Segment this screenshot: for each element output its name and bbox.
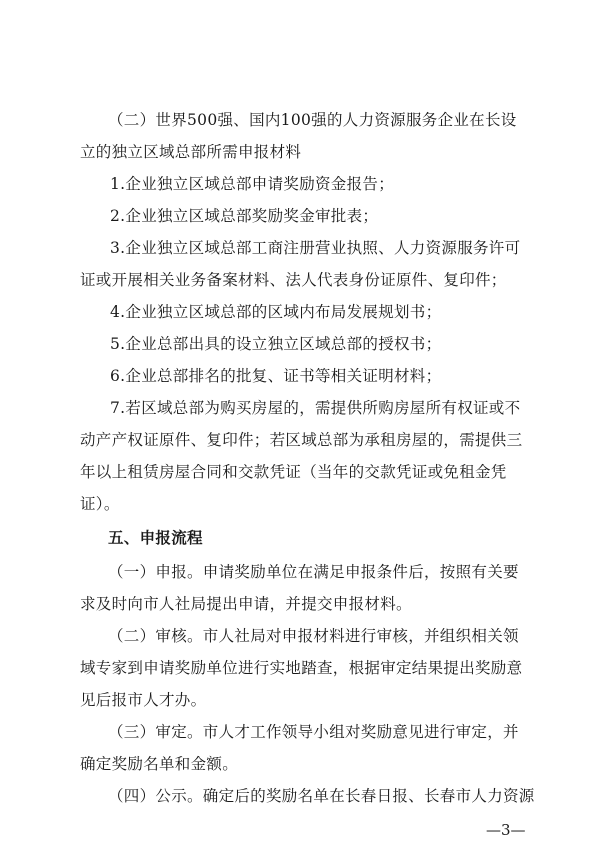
page-number: —3— [486, 821, 526, 839]
document-page: （二）世界500强、国内100强的人力资源服务企业在长设 立的独立区域总部所需申报材料 1.企业独立区域总部申请奖励资金报告； 2.企业独立区域总部奖励奖金审批表； 3.企业独立区域总部工商注册营业执照、人力资源服务许可 证或开展相关业务备案材料、法人代表身份证原件、复印件； 4.企业独立区域总部的区域内布局发展规划书； 5.企业总部出具的设立独立区域总部的授权书； 6.企业总部排名的批复、证书等相关证明材料； 7.若区域总部为购买房屋的，需提供所购房屋所有权证或不 动产产权证原件、复印件；若区域总部为承租房屋的，需提供三 年以上租赁房屋合同和交款凭证（当年的交款凭证或免租金凭 证）。 五、申报流程 （一）申报。申请奖励单位在满足申报条件后，按照有关要 求及时向市人社局提出申请，并提交申报材料。 （二）审核。市人社局对申报材料进行审核，并组织相关领 域专家到申请奖励单位进行实地踏查，根据审定结果提出奖励意 见后报市人才办。 （三）审定。市人才工作领导小组对奖励意见进行审定，并 确定奖励名单和金额。 （四）公示。确定后的奖励名单在长春日报、长春市人力资源 —3— [80, 111, 535, 839]
